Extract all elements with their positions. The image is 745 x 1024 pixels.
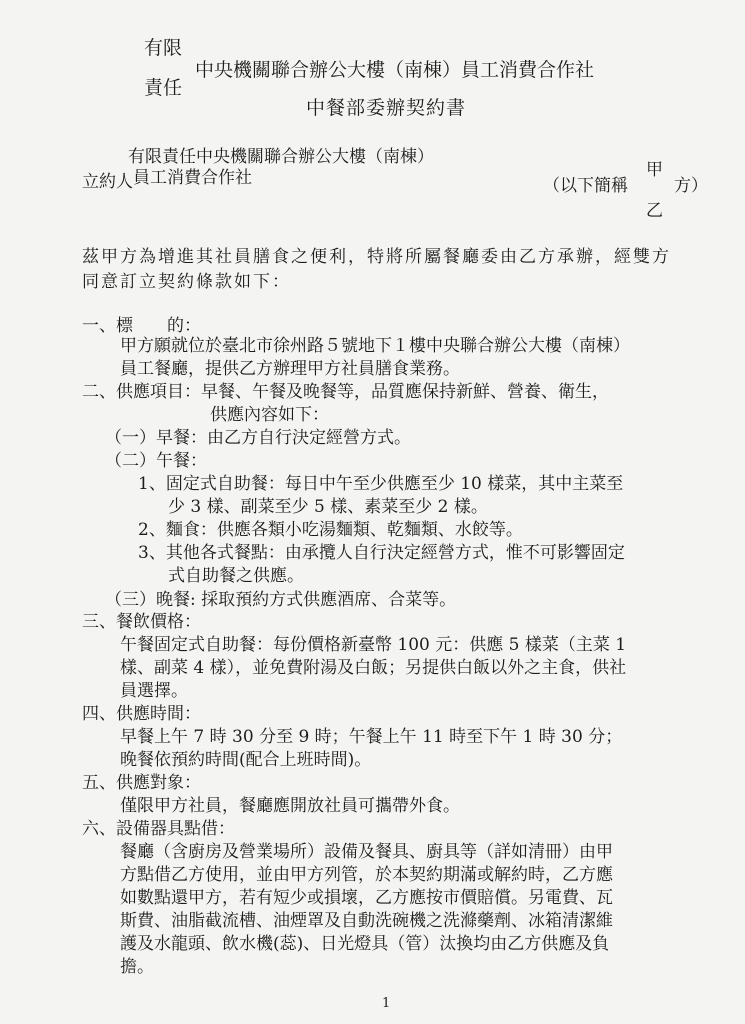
section-3-heading: 三、餐飲價格： [82, 612, 201, 632]
section-1-heading: 一、標 的： [82, 316, 201, 336]
document-subtitle: 中餐部委辦契約書 [306, 97, 467, 119]
alias-fang: 方） [674, 176, 708, 196]
section-4-line-1: 早餐上午 7 時 30 分至 9 時；午餐上午 11 時至下午 1 時 30 分； [120, 727, 623, 747]
section-3-line-2: 樣、副菜 4 樣），並免費附湯及白飯；另提供白飯以外之主食，供社 [120, 658, 627, 678]
section-2-item-2-1-line-1: 1、固定式自助餐：每日中午至少供應至少 10 樣菜，其中主菜至 [138, 474, 624, 494]
section-4-heading: 四、供應時間： [82, 704, 201, 724]
page-number: 1 [382, 996, 391, 1011]
section-2-heading: 二、供應項目：早餐、午餐及晚餐等，品質應保持新鮮、營養、衛生， [82, 382, 609, 402]
alias-text: （以下簡稱 [543, 176, 628, 196]
section-6-line-1: 餐廳（含廚房及營業場所）設備及餐具、廚具等（詳如清冊）由甲 [120, 842, 613, 862]
section-4-line-2: 晚餐依預約時間(配合上班時間)。 [120, 750, 372, 770]
section-6-line-5: 護及水龍頭、飲水機(蕊)、日光燈具（管）汰換均由乙方供應及負 [120, 934, 610, 954]
intro-line-2: 同意訂立契約條款如下： [82, 272, 291, 292]
title-prefix-top: 有限 [144, 37, 183, 59]
section-3-line-1: 午餐固定式自助餐：每份價格新臺幣 100 元：供應 5 樣菜（主菜 1 [120, 635, 627, 655]
intro-line-1: 茲甲方為增進其社員膳食之便利，特將所屬餐廳委由乙方承辦，經雙方 [82, 247, 671, 267]
section-6-line-6: 擔。 [120, 957, 154, 977]
section-6-line-4: 斯費、油脂截流槽、油煙罩及自動洗碗機之洗滌藥劑、冰箱清潔維 [120, 911, 613, 931]
section-2-item-2-3-line-1: 3、其他各式餐點：由承攬人自行決定經營方式，惟不可影響固定 [138, 543, 625, 563]
section-6-line-3: 如數點還甲方，若有短少或損壞，乙方應按市價賠償。另電費、瓦 [120, 888, 613, 908]
section-5-line-1: 僅限甲方社員，餐廳應開放社員可攜帶外食。 [120, 796, 460, 816]
party-label: 立約人 [82, 172, 133, 192]
section-2-item-2-2: 2、麵食：供應各類小吃湯麵類、乾麵類、水餃等。 [138, 520, 523, 540]
party-line-1: 有限責任中央機關聯合辦公大樓（南棟） [128, 147, 434, 167]
section-5-heading: 五、供應對象： [82, 773, 201, 793]
section-1-line-1: 甲方願就位於臺北市徐州路５號地下１樓中央聯合辦公大樓（南棟） [120, 336, 630, 356]
section-6-heading: 六、設備器具點借： [82, 819, 235, 839]
section-2-item-2-1-line-2: 少 3 樣、副菜至少 5 樣、素菜至少 2 樣。 [168, 497, 488, 517]
alias-jia: 甲 [646, 160, 663, 180]
section-2-item-1: （一）早餐：由乙方自行決定經營方式。 [105, 428, 411, 448]
section-3-line-3: 員選擇。 [120, 681, 188, 701]
section-2-heading-cont: 供應內容如下： [210, 405, 329, 425]
alias-yi: 乙 [646, 201, 663, 221]
section-1-line-2: 員工餐廳，提供乙方辦理甲方社員膳食業務。 [120, 359, 460, 379]
title-prefix-bottom: 責任 [144, 77, 183, 99]
document-title: 中央機關聯合辦公大樓（南棟）員工消費合作社 [195, 59, 595, 81]
section-2-item-2: （二）午餐： [105, 451, 207, 471]
section-2-item-2-3-line-2: 式自助餐之供應。 [168, 566, 304, 586]
section-2-item-3: （三）晚餐: 採取預約方式供應酒席、合菜等。 [105, 590, 457, 610]
party-name: 員工消費合作社 [133, 168, 252, 188]
section-6-line-2: 方點借乙方使用，並由甲方列管，於本契約期滿或解約時，乙方應 [120, 865, 613, 885]
